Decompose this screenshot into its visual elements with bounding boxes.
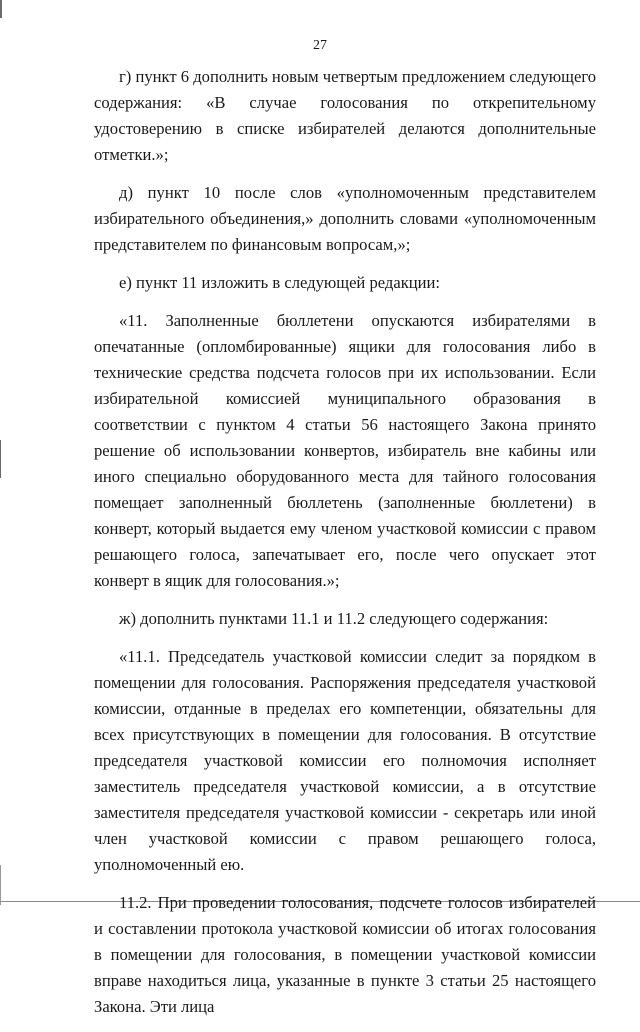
scan-edge-mark <box>0 0 2 18</box>
paragraph-clause-11-1: «11.1. Председатель участковой комиссии следит за порядком в помещении для голосования. Распоряжения председателя участковой комиссии, отданные в пределах его компетенции, обязательны для всех присутствующих в помещении для голосования. В отсутствие председателя участковой комиссии его полномочия исполняет заместитель председателя участковой комиссии, а в отсутствие заместителя председателя участковой комиссии - секретарь или иной член участковой комиссии с правом решающего голоса, уполномоченный ею. <box>94 647 596 874</box>
scan-edge-mark <box>0 440 1 478</box>
scan-edge-mark <box>0 865 1 905</box>
paragraph-item-zh: ж) дополнить пунктами 11.1 и 11.2 следующего содержания: <box>119 609 549 628</box>
document-body <box>94 64 596 1032</box>
paragraph-item-d: д) пункт 10 после слов «уполномоченным представителем избирательного объединения,» дополнить словами «уполномоченным представителем по финансовым вопросам,»; <box>94 183 596 254</box>
paragraph-item-g: г) пункт 6 дополнить новым четвертым предложением следующего содержания: «В случае голосования по открепительному удостоверению в списке избирателей делаются дополнительные отметки.»; <box>94 67 597 164</box>
paragraph-clause-11-2: 11.2. При проведении голосования, подсчете голосов избирателей и составлении протокола участковой комиссии об итогах голосования в помещении для голосования, в помещении участковой комиссии вправе находиться лица, указанные в пункте 3 статьи 25 настоящего Закона. Эти лица <box>94 893 596 1016</box>
paragraph-item-e: е) пункт 11 изложить в следующей редакции: <box>119 273 441 292</box>
paragraph-clause-11: «11. Заполненные бюллетени опускаются избирателями в опечатанные (опломбированные) ящики для голосования либо в технические средства подсчета голосов при их использовании. Если избирательной комиссией муниципального образования в соответствии с пунктом 4 статьи 56 настоящего Закона принято решение об использовании конвертов, избиратель вне кабины или иного специально оборудованного места для тайного голосования помещает заполненный бюллетень (заполненные бюллетени) в конверт, который выдается ему членом участковой комиссии с правом решающего голоса, запечатывает его, после чего опускает этот конверт в ящик для голосования.»; <box>94 311 596 590</box>
page-number: 27 <box>313 38 327 53</box>
